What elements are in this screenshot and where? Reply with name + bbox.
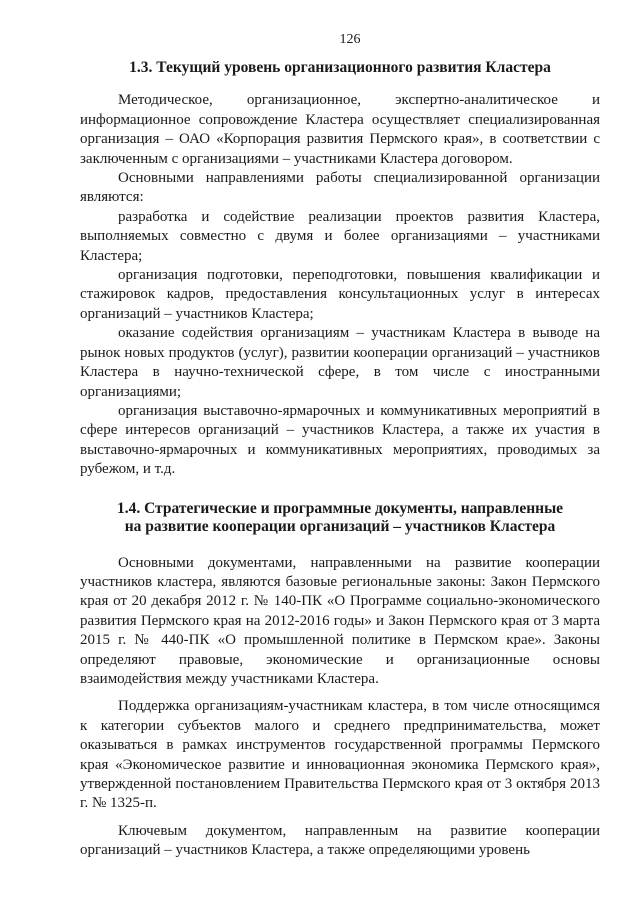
list-item: организация выставочно-ярмарочных и коммуникативных мероприятий в сфере интересов организаций – участников Кластера, а также их участия в выставочно-ярмарочных и коммуникативных мероприятиях, проводимых за рубежом, и т.д.	[80, 402, 600, 478]
paragraph: Методическое, организационное, экспертно-аналитическое и информационное сопровождение Кластера осуществляет специализированная организация – ОАО «Корпорация развития Пермского края», в соответствии с заключенным с организациями – участниками Кластера договором.	[80, 92, 600, 167]
paragraph: Основными направлениями работы специализированной организации являются:	[80, 170, 600, 206]
list-item: разработка и содействие реализации проектов развития Кластера, выполняемых совместно с двумя и более организациями – участниками Кластера;	[80, 208, 600, 264]
section-heading-1-4	[80, 500, 600, 536]
list-item: организация подготовки, переподготовки, повышения квалификации и стажировок кадров, предоставления консультационных услуг в интересах организаций – участников Кластера;	[80, 267, 600, 322]
section-1-3-body	[80, 91, 600, 479]
paragraph: Поддержка организациям-участникам кластера, в том числе относящимся к категории субъектов малого и среднего предпринимательства, может оказываться в рамках инструментов государственной программы Пермского края «Экономическое развитие и инновационная экономика Пермского края», утвержденной постановлением Правительства Пермского края от 3 октября 2013 г. № 1325-п.	[80, 698, 600, 812]
paragraph: Ключевым документом, направленным на развитие кооперации организаций – участников Кластера, а также определяющими уровень	[80, 822, 600, 859]
section-1-4-body	[80, 554, 600, 861]
page-number: 126	[339, 32, 361, 47]
heading-line: 1.4. Стратегические и программные документы, направленные	[116, 499, 564, 517]
list-item: оказание содействия организациям – участникам Кластера в выводе на рынок новых продуктов (услуг), развитии кооперации организаций – участников Кластера в научно-технической сфере, в том числе с иностранными организациями;	[80, 325, 600, 400]
heading-line: на развитие кооперации организаций – участников Кластера	[124, 517, 556, 535]
paragraph: Основными документами, направленными на развитие кооперации участников кластера, являются базовые региональные законы: Закон Пермского края от 20 декабря 2012 г. № 140-ПК «О Программе социально-экономического развития Пермского края на 2012-2016 годы» и Закон Пермского края от 3 марта 2015 г. № 440-ПК «О промышленной политике в Пермском крае». Законы определяют правовые, экономические и организационные основы взаимодействия между участниками Кластера.	[80, 554, 600, 687]
section-heading-1-3: 1.3. Текущий уровень организационного развития Кластера	[129, 59, 551, 77]
